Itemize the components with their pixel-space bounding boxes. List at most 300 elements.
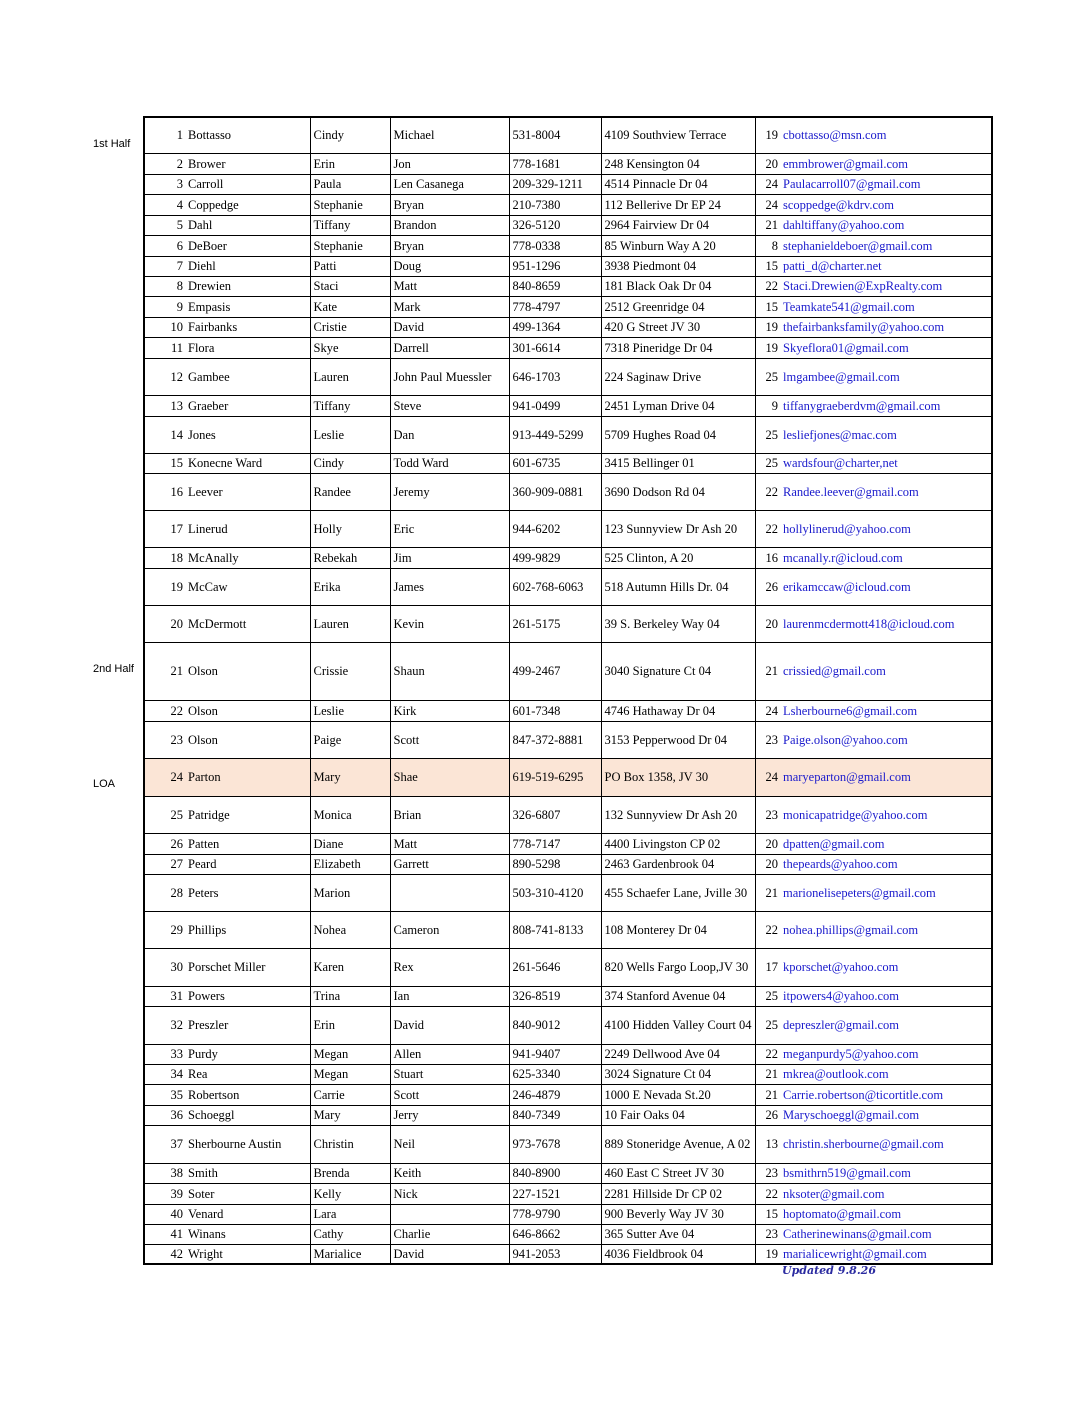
email-address[interactable]: patti_d@charter.net (781, 256, 992, 276)
address: 7318 Pineridge Dr 04 (601, 337, 755, 358)
first-name: Monica (310, 796, 390, 833)
row-number: 24 (144, 758, 185, 796)
email-address[interactable]: Carrie.robertson@ticortitle.com (781, 1084, 992, 1105)
spouse-name: Allen (390, 1044, 509, 1064)
first-name: Stephanie (310, 194, 390, 215)
first-name: Diane (310, 833, 390, 854)
row-number: 26 (144, 833, 185, 854)
address: 455 Schaefer Lane, Jville 30 (601, 874, 755, 911)
spouse-name: Cameron (390, 911, 509, 948)
row-number: 22 (144, 700, 185, 721)
table-row (144, 700, 992, 721)
first-name: Randee (310, 473, 390, 510)
first-name: Megan (310, 1064, 390, 1084)
last-name: Konecne Ward (185, 453, 310, 473)
row-number: 40 (144, 1204, 185, 1224)
last-name: Wright (185, 1244, 310, 1264)
table-row (144, 721, 992, 758)
grade-number: 25 (755, 358, 781, 395)
email-address[interactable]: Skyeflora01@gmail.com (781, 337, 992, 358)
spouse-name: Kevin (390, 605, 509, 642)
address: 2964 Fairview Dr 04 (601, 215, 755, 235)
address: 4100 Hidden Valley Court 04 (601, 1006, 755, 1044)
table-row (144, 854, 992, 874)
grade-number: 24 (755, 758, 781, 796)
updated-note: Updated 9.8.26 (782, 1264, 876, 1277)
row-number: 2 (144, 153, 185, 174)
spouse-name: Scott (390, 1084, 509, 1105)
email-address[interactable]: thefairbanksfamily@yahoo.com (781, 317, 992, 337)
table-row (144, 1224, 992, 1244)
spouse-name: Eric (390, 510, 509, 547)
phone-number: 360-909-0881 (509, 473, 601, 510)
table-row (144, 395, 992, 416)
row-number: 4 (144, 194, 185, 215)
phone-number: 951-1296 (509, 256, 601, 276)
spouse-name: Charlie (390, 1224, 509, 1244)
spouse-name: David (390, 1244, 509, 1264)
last-name: Porschet Miller (185, 948, 310, 986)
first-name: Trina (310, 986, 390, 1006)
table-row (144, 986, 992, 1006)
grade-number: 15 (755, 1204, 781, 1224)
email-address[interactable]: kporschet@yahoo.com (781, 948, 992, 986)
row-number: 29 (144, 911, 185, 948)
spouse-name: Stuart (390, 1064, 509, 1084)
phone-number: 778-9790 (509, 1204, 601, 1224)
table-row (144, 1125, 992, 1163)
address: 3040 Signature Ct 04 (601, 642, 755, 700)
first-name: Crissie (310, 642, 390, 700)
spouse-name: Brandon (390, 215, 509, 235)
row-number: 36 (144, 1105, 185, 1125)
address: 4400 Livingston CP 02 (601, 833, 755, 854)
table-row (144, 337, 992, 358)
address: 2463 Gardenbrook 04 (601, 854, 755, 874)
phone-number: 941-2053 (509, 1244, 601, 1264)
phone-number: 840-9012 (509, 1006, 601, 1044)
address: 181 Black Oak Dr 04 (601, 276, 755, 296)
last-name: McDermott (185, 605, 310, 642)
address: 820 Wells Fargo Loop,JV 30 (601, 948, 755, 986)
email-address[interactable]: Paige.olson@yahoo.com (781, 721, 992, 758)
last-name: Parton (185, 758, 310, 796)
grade-number: 24 (755, 194, 781, 215)
phone-number: 209-329-1211 (509, 174, 601, 194)
spouse-name: David (390, 1006, 509, 1044)
first-name: Tiffany (310, 215, 390, 235)
email-address[interactable]: christin.sherbourne@gmail.com (781, 1125, 992, 1163)
grade-number: 22 (755, 911, 781, 948)
last-name: Soter (185, 1183, 310, 1204)
table-row (144, 117, 992, 153)
email-address[interactable]: marionelisepeters@gmail.com (781, 874, 992, 911)
email-address[interactable]: erikamccaw@icloud.com (781, 568, 992, 605)
phone-number: 601-6735 (509, 453, 601, 473)
address: 132 Sunnyview Dr Ash 20 (601, 796, 755, 833)
email-address[interactable]: emmbrower@gmail.com (781, 153, 992, 174)
first-name: Leslie (310, 416, 390, 453)
spouse-name: Michael (390, 117, 509, 153)
last-name: Peard (185, 854, 310, 874)
last-name: Purdy (185, 1044, 310, 1064)
grade-number: 22 (755, 510, 781, 547)
row-number: 3 (144, 174, 185, 194)
phone-number: 646-8662 (509, 1224, 601, 1244)
email-address[interactable]: mkrea@outlook.com (781, 1064, 992, 1084)
first-name: Lauren (310, 358, 390, 395)
table-row (144, 510, 992, 547)
first-name: Rebekah (310, 547, 390, 568)
table-row (144, 473, 992, 510)
phone-number: 973-7678 (509, 1125, 601, 1163)
table-row (144, 568, 992, 605)
grade-number: 8 (755, 235, 781, 256)
spouse-name: Brian (390, 796, 509, 833)
table-row (144, 215, 992, 235)
address: 224 Saginaw Drive (601, 358, 755, 395)
grade-number: 15 (755, 256, 781, 276)
table-row (144, 235, 992, 256)
phone-number: 941-9407 (509, 1044, 601, 1064)
grade-number: 21 (755, 874, 781, 911)
row-number: 20 (144, 605, 185, 642)
section-label-first-half: 1st Half (93, 138, 131, 150)
address: PO Box 1358, JV 30 (601, 758, 755, 796)
first-name: Mary (310, 1105, 390, 1125)
phone-number: 246-4879 (509, 1084, 601, 1105)
row-number: 39 (144, 1183, 185, 1204)
address: 3938 Piedmont 04 (601, 256, 755, 276)
grade-number: 24 (755, 700, 781, 721)
last-name: Robertson (185, 1084, 310, 1105)
row-number: 12 (144, 358, 185, 395)
address: 2281 Hillside Dr CP 02 (601, 1183, 755, 1204)
first-name: Patti (310, 256, 390, 276)
spouse-name: Scott (390, 721, 509, 758)
grade-number: 25 (755, 416, 781, 453)
last-name: Jones (185, 416, 310, 453)
last-name: Venard (185, 1204, 310, 1224)
address: 420 G Street JV 30 (601, 317, 755, 337)
phone-number: 619-519-6295 (509, 758, 601, 796)
grade-number: 22 (755, 473, 781, 510)
address: 4109 Southview Terrace (601, 117, 755, 153)
grade-number: 25 (755, 453, 781, 473)
first-name: Megan (310, 1044, 390, 1064)
grade-number: 13 (755, 1125, 781, 1163)
table-row (144, 1204, 992, 1224)
email-address[interactable]: cbottasso@msn.com (781, 117, 992, 153)
spouse-name: Garrett (390, 854, 509, 874)
address: 112 Bellerive Dr EP 24 (601, 194, 755, 215)
table-row (144, 1244, 992, 1264)
spouse-name (390, 1204, 509, 1224)
spouse-name: Jeremy (390, 473, 509, 510)
address: 4746 Hathaway Dr 04 (601, 700, 755, 721)
email-address[interactable]: Maryschoeggl@gmail.com (781, 1105, 992, 1125)
email-address[interactable]: lesliefjones@mac.com (781, 416, 992, 453)
email-address[interactable]: Randee.leever@gmail.com (781, 473, 992, 510)
first-name: Marialice (310, 1244, 390, 1264)
phone-number: 301-6614 (509, 337, 601, 358)
grade-number: 21 (755, 1064, 781, 1084)
section-label-loa: LOA (93, 778, 116, 790)
spouse-name: Jon (390, 153, 509, 174)
first-name: Marion (310, 874, 390, 911)
first-name: Nohea (310, 911, 390, 948)
phone-number: 326-6807 (509, 796, 601, 833)
first-name: Leslie (310, 700, 390, 721)
row-number: 34 (144, 1064, 185, 1084)
grade-number: 20 (755, 605, 781, 642)
phone-number: 840-8659 (509, 276, 601, 296)
first-name: Cindy (310, 453, 390, 473)
grade-number: 21 (755, 1084, 781, 1105)
email-address[interactable]: tiffanygraeberdvm@gmail.com (781, 395, 992, 416)
email-address[interactable]: thepeards@yahoo.com (781, 854, 992, 874)
row-number: 21 (144, 642, 185, 700)
first-name: Karen (310, 948, 390, 986)
row-number: 33 (144, 1044, 185, 1064)
first-name: Brenda (310, 1163, 390, 1183)
row-number: 35 (144, 1084, 185, 1105)
row-number: 10 (144, 317, 185, 337)
table-row (144, 758, 992, 796)
email-address[interactable]: monicapatridge@yahoo.com (781, 796, 992, 833)
phone-number: 602-768-6063 (509, 568, 601, 605)
email-address[interactable]: wardsfour@charter,net (781, 453, 992, 473)
email-address[interactable]: crissied@gmail.com (781, 642, 992, 700)
first-name: Lara (310, 1204, 390, 1224)
email-address[interactable]: laurenmcdermott418@icloud.com (781, 605, 992, 642)
phone-number: 941-0499 (509, 395, 601, 416)
spouse-name: Todd Ward (390, 453, 509, 473)
table-row (144, 256, 992, 276)
first-name: Christin (310, 1125, 390, 1163)
grade-number: 15 (755, 296, 781, 317)
spouse-name: Bryan (390, 235, 509, 256)
email-address[interactable]: Staci.Drewien@ExpRealty.com (781, 276, 992, 296)
phone-number: 326-8519 (509, 986, 601, 1006)
email-address[interactable]: itpowers4@yahoo.com (781, 986, 992, 1006)
email-address[interactable]: mcanally.r@icloud.com (781, 547, 992, 568)
last-name: Fairbanks (185, 317, 310, 337)
row-number: 13 (144, 395, 185, 416)
email-address[interactable]: dahltiffany@yahoo.com (781, 215, 992, 235)
spouse-name: Mark (390, 296, 509, 317)
row-number: 1 (144, 117, 185, 153)
section-label-second-half: 2nd Half (93, 663, 134, 675)
phone-number: 808-741-8133 (509, 911, 601, 948)
last-name: Flora (185, 337, 310, 358)
phone-number: 503-310-4120 (509, 874, 601, 911)
spouse-name: Keith (390, 1163, 509, 1183)
spouse-name: John Paul Muessler (390, 358, 509, 395)
first-name: Staci (310, 276, 390, 296)
spouse-name: Jerry (390, 1105, 509, 1125)
spouse-name: Darrell (390, 337, 509, 358)
table-row (144, 796, 992, 833)
address: 108 Monterey Dr 04 (601, 911, 755, 948)
email-address[interactable]: marialicewright@gmail.com (781, 1244, 992, 1264)
address: 460 East C Street JV 30 (601, 1163, 755, 1183)
first-name: Holly (310, 510, 390, 547)
phone-number: 625-3340 (509, 1064, 601, 1084)
last-name: Empasis (185, 296, 310, 317)
last-name: Smith (185, 1163, 310, 1183)
phone-number: 601-7348 (509, 700, 601, 721)
phone-number: 847-372-8881 (509, 721, 601, 758)
email-address[interactable]: Teamkate541@gmail.com (781, 296, 992, 317)
spouse-name: Shae (390, 758, 509, 796)
row-number: 41 (144, 1224, 185, 1244)
email-address[interactable]: depreszler@gmail.com (781, 1006, 992, 1044)
row-number: 7 (144, 256, 185, 276)
table-row (144, 416, 992, 453)
first-name: Mary (310, 758, 390, 796)
spouse-name: Ian (390, 986, 509, 1006)
table-row (144, 453, 992, 473)
last-name: Schoeggl (185, 1105, 310, 1125)
first-name: Erin (310, 153, 390, 174)
last-name: Winans (185, 1224, 310, 1244)
row-number: 37 (144, 1125, 185, 1163)
grade-number: 21 (755, 215, 781, 235)
first-name: Lauren (310, 605, 390, 642)
table-row (144, 642, 992, 700)
address: 525 Clinton, A 20 (601, 547, 755, 568)
address: 5709 Hughes Road 04 (601, 416, 755, 453)
email-address[interactable]: Lsherbourne6@gmail.com (781, 700, 992, 721)
email-address[interactable]: lmgambee@gmail.com (781, 358, 992, 395)
address: 10 Fair Oaks 04 (601, 1105, 755, 1125)
row-number: 15 (144, 453, 185, 473)
last-name: Peters (185, 874, 310, 911)
first-name: Carrie (310, 1084, 390, 1105)
row-number: 30 (144, 948, 185, 986)
first-name: Tiffany (310, 395, 390, 416)
first-name: Stephanie (310, 235, 390, 256)
spouse-name: Rex (390, 948, 509, 986)
first-name: Cathy (310, 1224, 390, 1244)
email-address[interactable]: hoptomato@gmail.com (781, 1204, 992, 1224)
phone-number: 778-4797 (509, 296, 601, 317)
table-row (144, 874, 992, 911)
phone-number: 778-7147 (509, 833, 601, 854)
email-address[interactable]: nksoter@gmail.com (781, 1183, 992, 1204)
spouse-name: Len Casanega (390, 174, 509, 194)
last-name: Phillips (185, 911, 310, 948)
row-number: 23 (144, 721, 185, 758)
grade-number: 21 (755, 642, 781, 700)
email-address[interactable]: dpatten@gmail.com (781, 833, 992, 854)
table-row (144, 174, 992, 194)
row-number: 31 (144, 986, 185, 1006)
grade-number: 24 (755, 174, 781, 194)
phone-number: 840-8900 (509, 1163, 601, 1183)
email-address[interactable]: nohea.phillips@gmail.com (781, 911, 992, 948)
table-row (144, 153, 992, 174)
email-address[interactable]: Catherinewinans@gmail.com (781, 1224, 992, 1244)
table-row (144, 358, 992, 395)
last-name: Sherbourne Austin (185, 1125, 310, 1163)
grade-number: 19 (755, 337, 781, 358)
email-address[interactable]: meganpurdy5@yahoo.com (781, 1044, 992, 1064)
grade-number: 19 (755, 117, 781, 153)
spouse-name: Neil (390, 1125, 509, 1163)
phone-number: 944-6202 (509, 510, 601, 547)
row-number: 17 (144, 510, 185, 547)
address: 3415 Bellinger 01 (601, 453, 755, 473)
grade-number: 22 (755, 1183, 781, 1204)
row-number: 8 (144, 276, 185, 296)
address: 900 Beverly Way JV 30 (601, 1204, 755, 1224)
last-name: Brower (185, 153, 310, 174)
table-row (144, 1163, 992, 1183)
email-address[interactable]: maryeparton@gmail.com (781, 758, 992, 796)
first-name: Paula (310, 174, 390, 194)
address: 123 Sunnyview Dr Ash 20 (601, 510, 755, 547)
table-row (144, 911, 992, 948)
address: 3153 Pepperwood Dr 04 (601, 721, 755, 758)
last-name: Diehl (185, 256, 310, 276)
table-row (144, 1044, 992, 1064)
table-row (144, 1006, 992, 1044)
phone-number: 499-9829 (509, 547, 601, 568)
address: 889 Stoneridge Avenue, A 02 (601, 1125, 755, 1163)
last-name: Rea (185, 1064, 310, 1084)
row-number: 5 (144, 215, 185, 235)
spouse-name: Doug (390, 256, 509, 276)
address: 85 Winburn Way A 20 (601, 235, 755, 256)
address: 39 S. Berkeley Way 04 (601, 605, 755, 642)
first-name: Cristie (310, 317, 390, 337)
row-number: 38 (144, 1163, 185, 1183)
grade-number: 23 (755, 721, 781, 758)
address: 1000 E Nevada St.20 (601, 1084, 755, 1105)
row-number: 28 (144, 874, 185, 911)
spouse-name: Shaun (390, 642, 509, 700)
last-name: Coppedge (185, 194, 310, 215)
grade-number: 23 (755, 1224, 781, 1244)
phone-number: 261-5175 (509, 605, 601, 642)
address: 4036 Fieldbrook 04 (601, 1244, 755, 1264)
phone-number: 531-8004 (509, 117, 601, 153)
phone-number: 778-0338 (509, 235, 601, 256)
table-row (144, 547, 992, 568)
spouse-name: David (390, 317, 509, 337)
email-address[interactable]: scoppedge@kdrv.com (781, 194, 992, 215)
email-address[interactable]: Paulacarroll07@gmail.com (781, 174, 992, 194)
address: 2512 Greenridge 04 (601, 296, 755, 317)
last-name: McAnally (185, 547, 310, 568)
first-name: Kate (310, 296, 390, 317)
email-address[interactable]: hollylinerud@yahoo.com (781, 510, 992, 547)
grade-number: 23 (755, 796, 781, 833)
row-number: 11 (144, 337, 185, 358)
table-row (144, 605, 992, 642)
email-address[interactable]: stephanieldeboer@gmail.com (781, 235, 992, 256)
email-address[interactable]: bsmithrn519@gmail.com (781, 1163, 992, 1183)
row-number: 9 (144, 296, 185, 317)
grade-number: 22 (755, 276, 781, 296)
grade-number: 19 (755, 317, 781, 337)
phone-number: 840-7349 (509, 1105, 601, 1125)
last-name: Dahl (185, 215, 310, 235)
grade-number: 20 (755, 854, 781, 874)
table-row (144, 296, 992, 317)
